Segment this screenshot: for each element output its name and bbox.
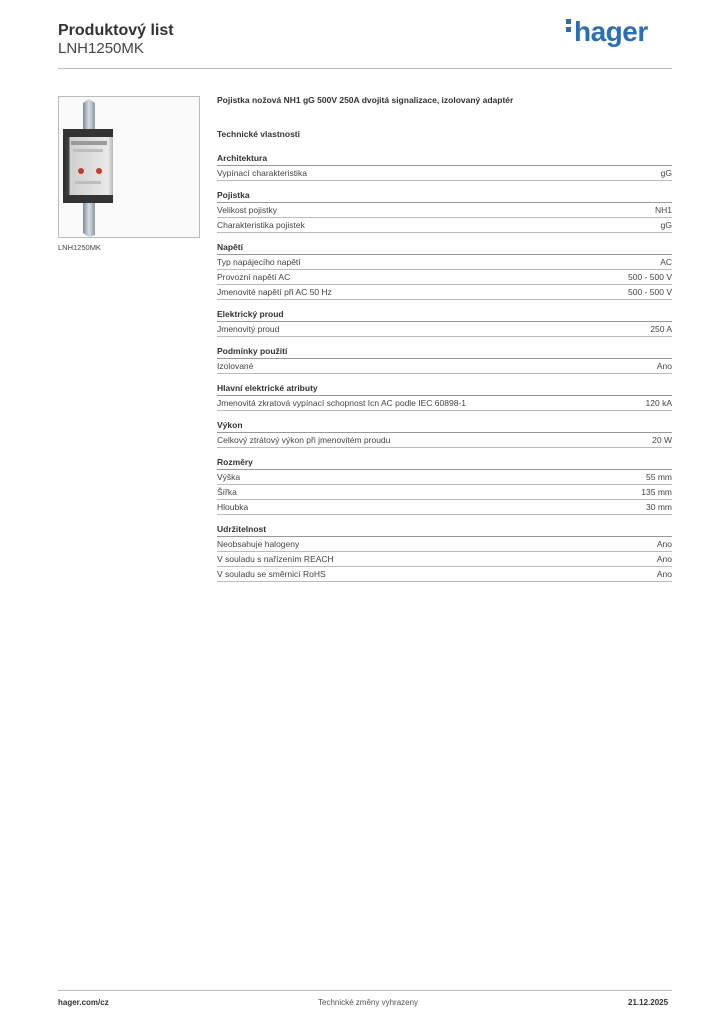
spec-row (217, 270, 672, 285)
product-code: LNH1250MK (58, 40, 144, 57)
product-image (58, 96, 200, 238)
spec-row (217, 322, 672, 337)
spec-value: Ano (656, 361, 672, 371)
spec-section (217, 383, 672, 411)
spec-label: Neobsahuje halogeny (217, 539, 300, 549)
spec-section (217, 346, 672, 374)
spec-row (217, 218, 672, 233)
logo-dots-icon (566, 19, 572, 35)
footer-website[interactable]: hager.com/cz (58, 998, 109, 1007)
spec-value: 30 mm (646, 502, 672, 512)
spec-sections (217, 153, 672, 582)
footer-date: 21.12.2025 (628, 998, 669, 1007)
spec-value: gG (660, 168, 672, 178)
spec-label: Vypínací charakteristika (217, 168, 307, 178)
spec-label: Celkový ztrátový výkon při jmenovitém proudu (217, 435, 391, 445)
spec-label: Typ napájecího napětí (217, 257, 301, 267)
spec-row (217, 359, 672, 374)
spec-value: 20 W (652, 435, 672, 445)
spec-row (217, 485, 672, 500)
spec-row (217, 537, 672, 552)
footer-notice: Technické změny vyhrazeny (318, 998, 419, 1007)
spec-value: 250 A (650, 324, 672, 334)
spec-row (217, 433, 672, 448)
spec-label: Výška (217, 472, 241, 482)
section-title: Hlavní elektrické atributy (217, 383, 672, 396)
spec-row (217, 285, 672, 300)
spec-label: Jmenovitý proud (217, 324, 280, 334)
spec-label: Jmenovité napětí při AC 50 Hz (217, 287, 332, 297)
spec-section (217, 524, 672, 582)
spec-value: NH1 (654, 205, 672, 215)
footer-divider (58, 990, 672, 991)
spec-value: AC (660, 257, 672, 267)
fuse-illustration-icon (59, 97, 199, 237)
spec-label: V souladu s nařízením REACH (217, 554, 334, 564)
spec-section (217, 457, 672, 515)
spec-label: Provozní napětí AC (217, 272, 291, 282)
section-title: Výkon (217, 420, 672, 433)
logo-text: hager (574, 16, 648, 47)
section-title: Elektrický proud (217, 309, 672, 322)
section-title: Napětí (217, 242, 672, 255)
section-title: Podmínky použití (217, 346, 672, 359)
spec-content (217, 95, 672, 591)
spec-label: V souladu se směrnicí RoHS (217, 569, 326, 579)
spec-label: Charakteristika pojistek (217, 220, 305, 230)
spec-section (217, 190, 672, 233)
spec-value: 500 - 500 V (628, 272, 672, 282)
header-divider (58, 68, 672, 69)
spec-row (217, 255, 672, 270)
spec-label: Šířka (217, 487, 237, 497)
spec-value: Ano (656, 554, 672, 564)
spec-section (217, 309, 672, 337)
spec-value: 120 kA (645, 398, 672, 408)
spec-row (217, 396, 672, 411)
spec-row (217, 166, 672, 181)
image-caption: LNH1250MK (58, 243, 101, 252)
spec-value: Ano (656, 569, 672, 579)
spec-value: 135 mm (641, 487, 672, 497)
spec-label: Jmenovitá zkratová vypínací schopnost Icn AC podle IEC 60898-1 (217, 398, 466, 408)
hager-logo (566, 16, 648, 48)
section-title: Architektura (217, 153, 672, 166)
spec-row (217, 470, 672, 485)
technical-properties-heading: Technické vlastnosti (217, 129, 300, 139)
section-title: Rozměry (217, 457, 672, 470)
spec-value: Ano (656, 539, 672, 549)
spec-value: 55 mm (646, 472, 672, 482)
spec-row (217, 552, 672, 567)
section-title: Udržitelnost (217, 524, 672, 537)
spec-section (217, 153, 672, 181)
section-title: Pojistka (217, 190, 672, 203)
spec-section (217, 242, 672, 300)
spec-value: 500 - 500 V (628, 287, 672, 297)
spec-value: gG (660, 220, 672, 230)
spec-label: Izolované (217, 361, 254, 371)
spec-row (217, 567, 672, 582)
spec-label: Hloubka (217, 502, 249, 512)
product-description: Pojistka nožová NH1 gG 500V 250A dvojitá signalizace, izolovaný adaptér (217, 95, 514, 105)
spec-label: Velikost pojistky (217, 205, 277, 215)
page-title: Produktový list (58, 22, 174, 39)
spec-row (217, 203, 672, 218)
spec-section (217, 420, 672, 448)
spec-row (217, 500, 672, 515)
